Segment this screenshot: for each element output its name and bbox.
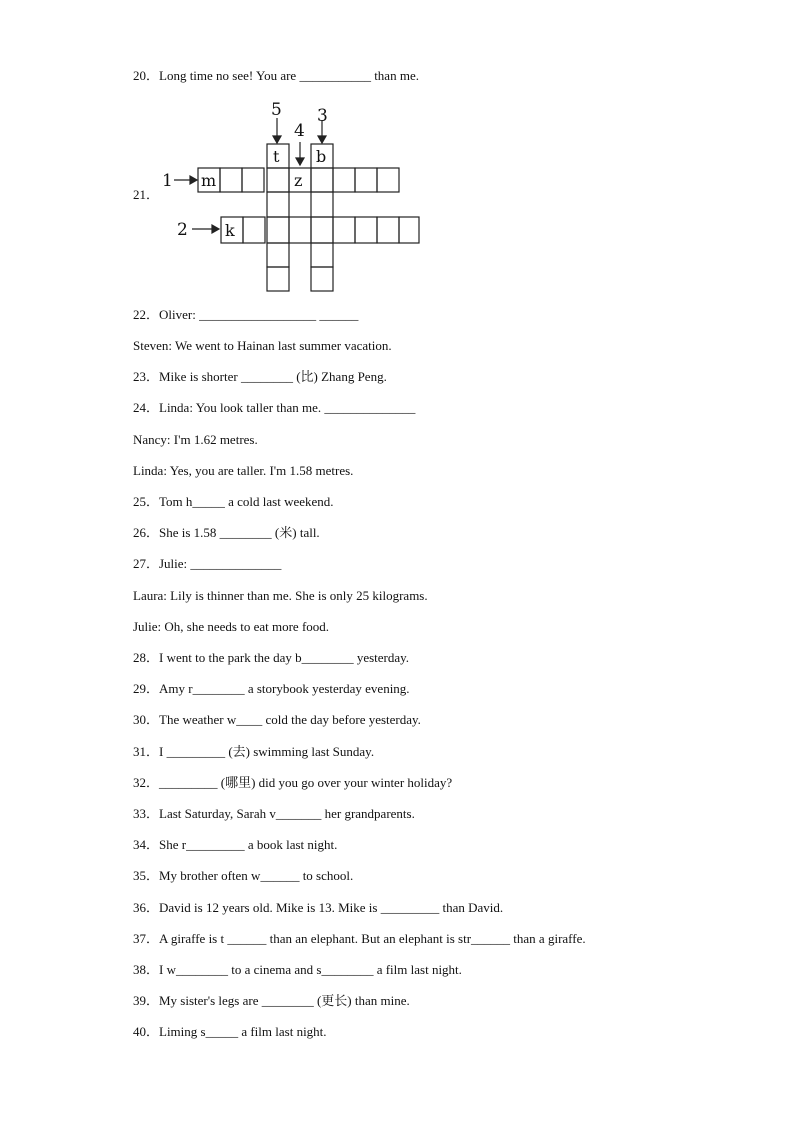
question-29: 29．Amy r________ a storybook yesterday evening. xyxy=(133,681,410,696)
question-26: 26．She is 1.58 ________ (米) tall. xyxy=(133,525,320,540)
question-27: 27．Julie: ______________ xyxy=(133,556,282,571)
question-27-laura: Laura: Lily is thinner than me. She is only 25 kilograms. xyxy=(133,588,428,603)
question-21: 21． xyxy=(133,187,160,202)
letter-m: m xyxy=(201,171,217,190)
question-27-julie: Julie: Oh, she needs to eat more food. xyxy=(133,619,330,634)
question-30: 30．The weather w____ cold the day before yesterday. xyxy=(133,712,421,727)
question-22: 22．Oliver: __________________ ______ xyxy=(133,307,359,322)
clue-number-1: 1 xyxy=(162,171,173,191)
clue-number-5: 5 xyxy=(271,100,282,120)
question-20: 20．Long time no see! You are ___________ than me. xyxy=(133,68,419,83)
crossword-cell-2-8 xyxy=(377,217,399,243)
crossword-cell-1-6 xyxy=(311,168,333,192)
question-34: 34．She r_________ a book last night. xyxy=(133,837,338,852)
crossword-cell-1-8 xyxy=(355,168,377,192)
crossword-cell-c3-6 xyxy=(311,267,333,291)
crossword-cell-c5-3 xyxy=(267,192,289,217)
question-23: 23．Mike is shorter ________ (比) Zhang Peng. xyxy=(133,369,387,384)
crossword-puzzle xyxy=(160,96,430,296)
crossword-cell-c3-3 xyxy=(311,192,333,217)
crossword-cell-1-2 xyxy=(220,168,242,192)
crossword-cell-2-6 xyxy=(333,217,355,243)
clue-number-4: 4 xyxy=(294,121,305,141)
crossword-cell-c3-5 xyxy=(311,243,333,267)
letter-k: k xyxy=(225,221,235,240)
question-35: 35．My brother often w______ to school. xyxy=(133,868,354,883)
question-39: 39．My sister's legs are ________ (更长) than mine. xyxy=(133,993,410,1008)
clue-number-2: 2 xyxy=(177,220,188,240)
question-24-nancy: Nancy: I'm 1.62 metres. xyxy=(133,432,258,447)
crossword-cell-1-4 xyxy=(267,168,289,192)
crossword-cell-2-5 xyxy=(311,217,333,243)
crossword-cell-2-2 xyxy=(243,217,265,243)
crossword-cell-1-3 xyxy=(242,168,264,192)
crossword-cell-c5-5 xyxy=(267,243,289,267)
crossword-cell-2-7 xyxy=(355,217,377,243)
letter-b: b xyxy=(316,147,327,166)
question-24: 24．Linda: You look taller than me. ______________ xyxy=(133,400,416,415)
question-25: 25．Tom h_____ a cold last weekend. xyxy=(133,494,334,509)
crossword-cell-2-4 xyxy=(289,217,311,243)
clue-number-3: 3 xyxy=(317,106,328,126)
crossword-cell-2-9 xyxy=(399,217,419,243)
question-24-linda: Linda: Yes, you are taller. I'm 1.58 metres. xyxy=(133,463,354,478)
crossword-cell-c5-6 xyxy=(267,267,289,291)
question-36: 36．David is 12 years old. Mike is 13. Mike is _________ than David. xyxy=(133,900,504,915)
question-38: 38．I w________ to a cinema and s________ a film last night. xyxy=(133,962,462,977)
crossword-cell-1-9 xyxy=(377,168,399,192)
question-33: 33．Last Saturday, Sarah v_______ her grandparents. xyxy=(133,806,415,821)
crossword-cell-1-7 xyxy=(333,168,355,192)
question-32: 32．_________ (哪里) did you go over your winter holiday? xyxy=(133,775,453,790)
crossword-cell-2-3 xyxy=(267,217,289,243)
question-22-response: Steven: We went to Hainan last summer vacation. xyxy=(133,338,392,353)
letter-t: t xyxy=(273,147,280,166)
question-28: 28．I went to the park the day b________ yesterday. xyxy=(133,650,410,665)
question-40: 40．Liming s_____ a film last night. xyxy=(133,1024,327,1039)
question-37: 37．A giraffe is t ______ than an elephant. But an elephant is str______ than a giraffe. xyxy=(133,931,586,946)
letter-z: z xyxy=(294,171,303,190)
question-31: 31．I _________ (去) swimming last Sunday. xyxy=(133,744,375,759)
